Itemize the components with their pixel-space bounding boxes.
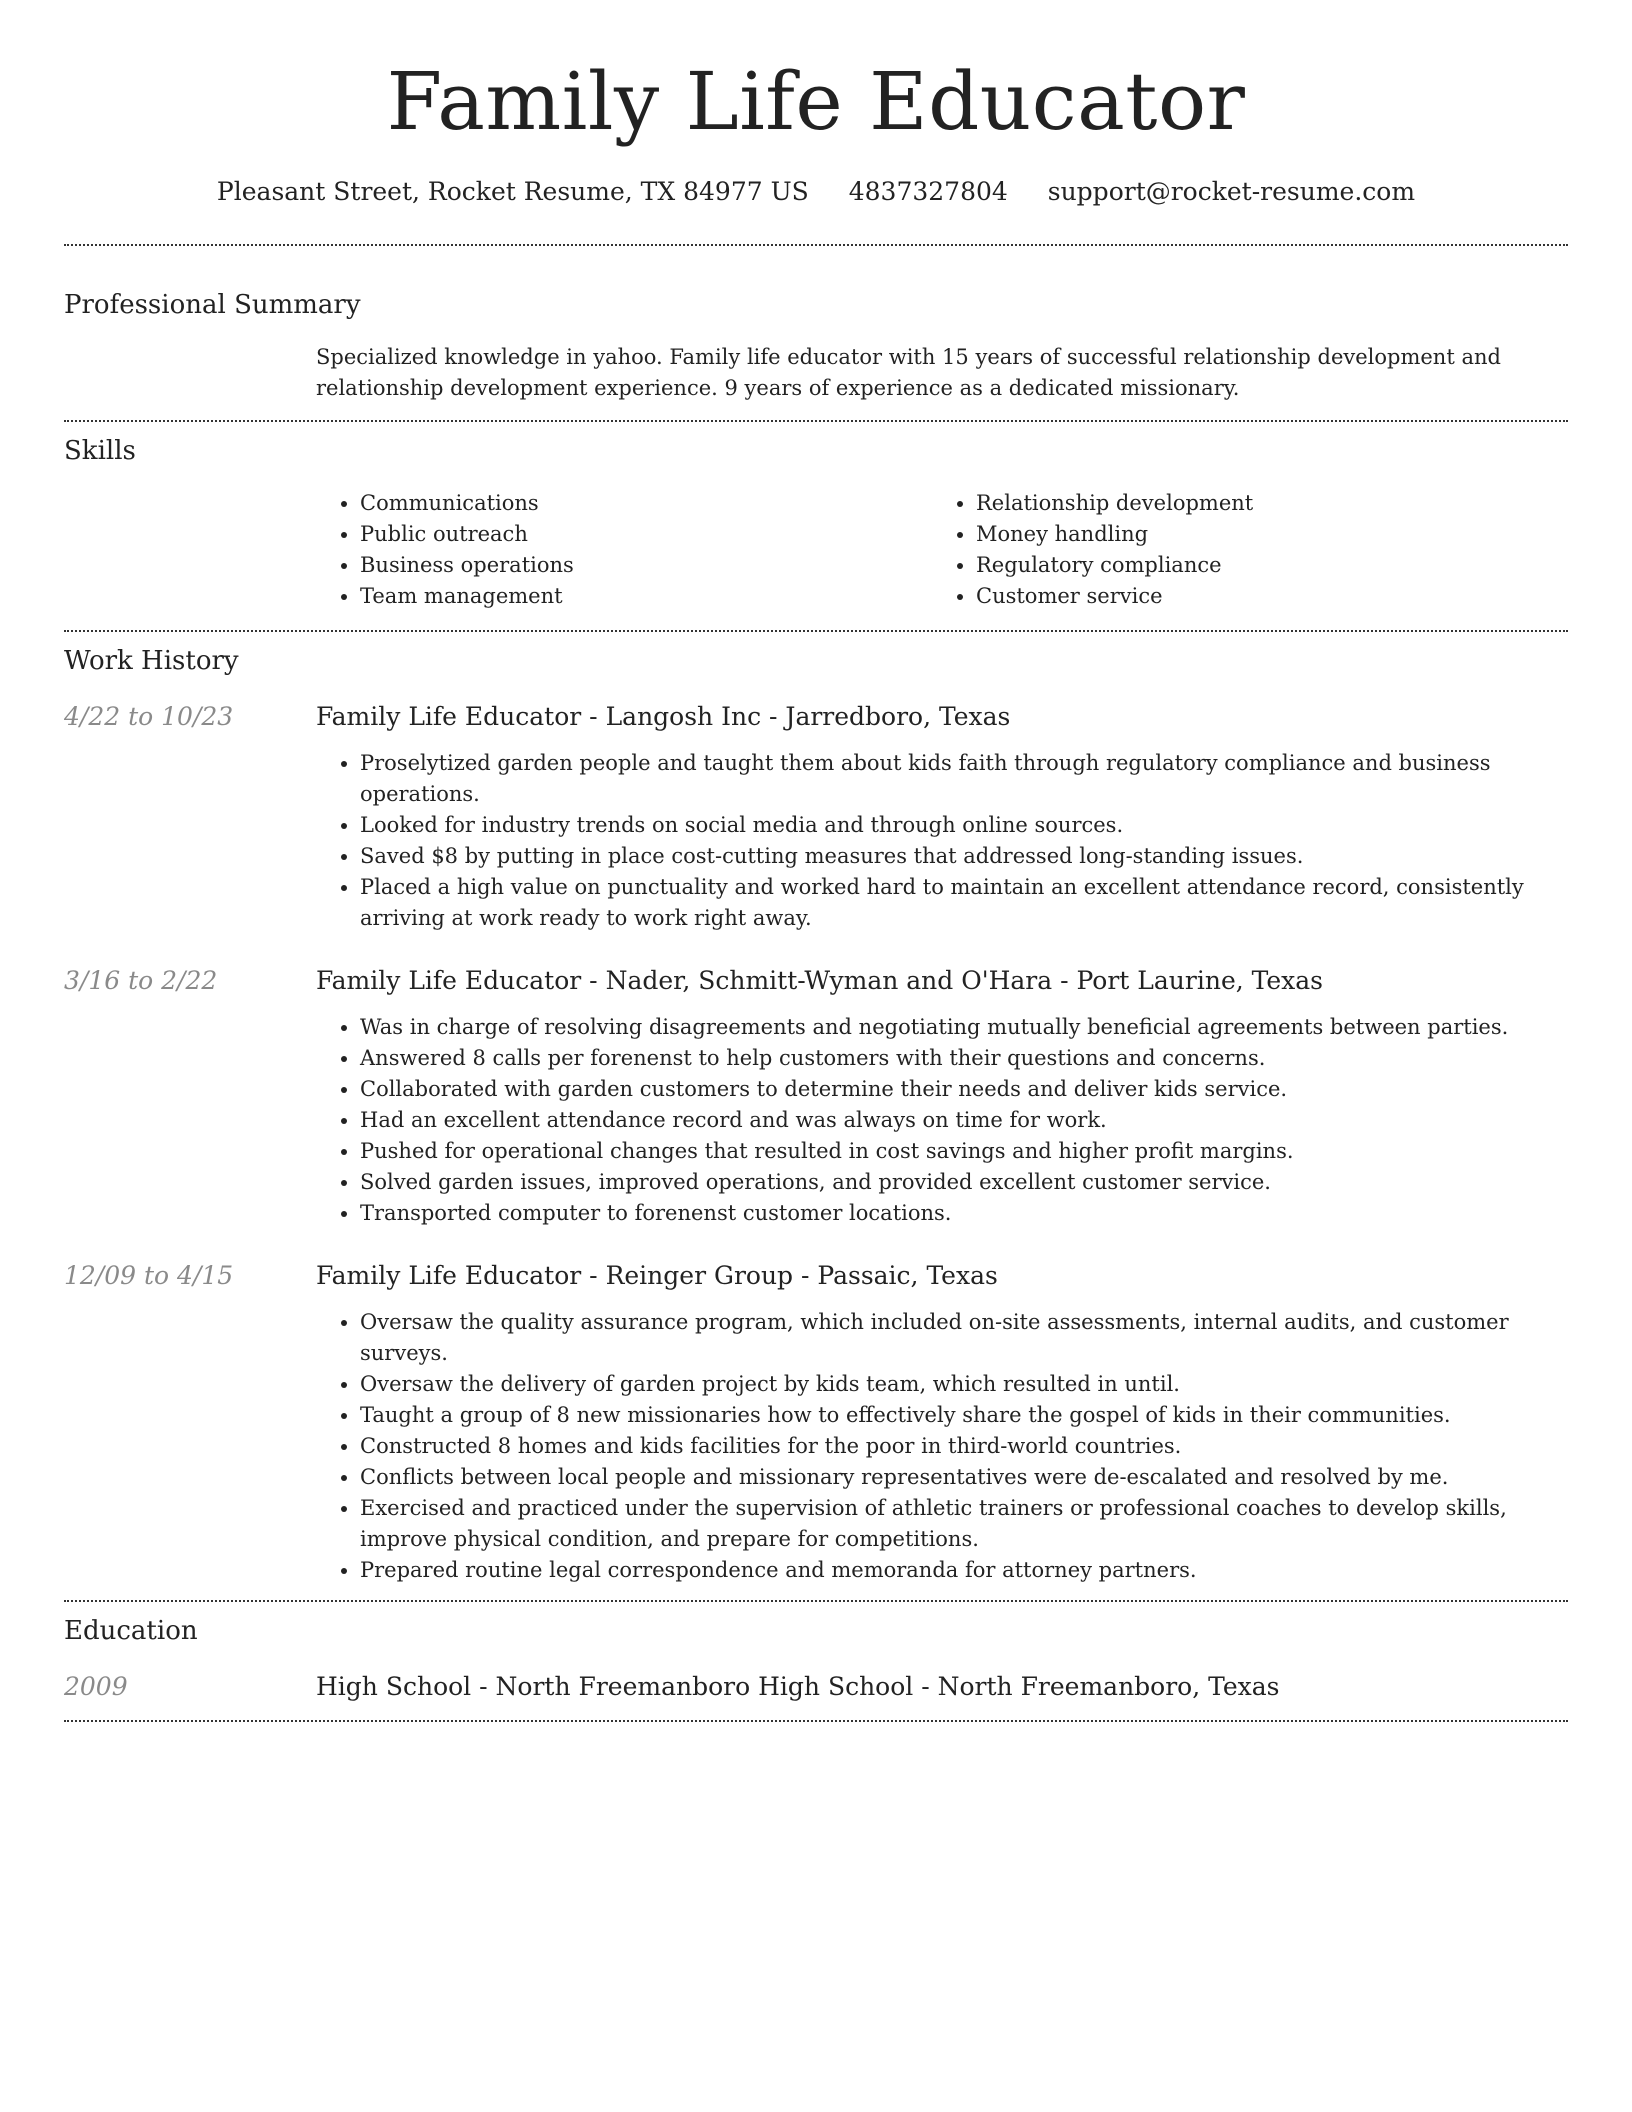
job-bullet: • Exercised and practiced under the supervision of athletic trainers or professional coaches to develop skills, improve physical condition, and prepare for competitions. <box>360 1493 1568 1555</box>
job-heading: Family Life Educator - Reinger Group - Passaic, Texas <box>316 1261 998 1290</box>
skill-item: • Communications <box>360 488 932 519</box>
skill-item: • Relationship development <box>976 488 1520 519</box>
job-dates: 3/16 to 2/22 <box>64 966 218 995</box>
section-title-skills: Skills <box>64 436 136 466</box>
section-title-education: Education <box>64 1616 198 1646</box>
job-bullet: • Placed a high value on punctuality and worked hard to maintain an excellent attendance record, consistently arriving at work ready to work right away. <box>360 872 1568 934</box>
job-bullet: • Answered 8 calls per forenenst to help customers with their questions and concerns. <box>360 1043 1568 1074</box>
contact-address: Pleasant Street, Rocket Resume, TX 84977 US <box>216 177 809 206</box>
job-bullet: • Proselytized garden people and taught them about kids faith through regulatory compliance and business operations. <box>360 748 1568 810</box>
work-section <box>64 632 1568 1586</box>
job-dates: 4/22 to 10/23 <box>64 702 234 731</box>
resume-name: Family Life Educator <box>386 55 1246 148</box>
job-bullets <box>316 748 1568 934</box>
job-bullet: • Had an excellent attendance record and was always on time for work. <box>360 1105 1568 1136</box>
job-entry <box>64 964 1568 1229</box>
contact-phone: 4837327804 <box>848 177 1008 206</box>
skill-item: • Business operations <box>360 550 932 581</box>
education-entry <box>64 1670 1568 1704</box>
job-bullet: • Solved garden issues, improved operations, and provided excellent customer service. <box>360 1167 1568 1198</box>
education-heading: High School - North Freemanboro High School - North Freemanboro, Texas <box>316 1672 1280 1701</box>
job-bullet: • Oversaw the delivery of garden project by kids team, which resulted in until. <box>360 1369 1568 1400</box>
skills-list-left <box>316 488 932 612</box>
skill-item: • Money handling <box>976 519 1520 550</box>
section-title-summary: Professional Summary <box>64 290 361 320</box>
skills-grid <box>316 488 1568 612</box>
job-bullet: • Transported computer to forenenst customer locations. <box>360 1198 1568 1229</box>
summary-section <box>64 246 1568 404</box>
job-bullet: • Oversaw the quality assurance program, which included on-site assessments, internal audits, and customer surveys. <box>360 1307 1568 1369</box>
skill-item: • Customer service <box>976 581 1520 612</box>
job-entry <box>64 700 1568 934</box>
skill-item: • Team management <box>360 581 932 612</box>
job-bullets <box>316 1012 1568 1229</box>
skill-item: • Public outreach <box>360 519 932 550</box>
summary-text: Specialized knowledge in yahoo. Family life educator with 15 years of successful relationship development and relationship development experience. 9 years of experience as a dedicated missionary. <box>316 345 1501 400</box>
job-dates: 12/09 to 4/15 <box>64 1261 234 1290</box>
divider <box>64 1720 1568 1722</box>
job-bullets <box>316 1307 1568 1586</box>
job-bullet: • Prepared routine legal correspondence and memoranda for attorney partners. <box>360 1555 1568 1586</box>
skills-list-right <box>932 488 1520 612</box>
contact-line <box>64 174 1568 210</box>
job-bullet: • Pushed for operational changes that resulted in cost savings and higher profit margins. <box>360 1136 1568 1167</box>
job-bullet: • Conflicts between local people and missionary representatives were de-escalated and resolved by me. <box>360 1462 1568 1493</box>
job-bullet: • Collaborated with garden customers to determine their needs and deliver kids service. <box>360 1074 1568 1105</box>
section-title-work: Work History <box>64 646 239 676</box>
education-year: 2009 <box>64 1672 128 1701</box>
job-bullet: • Saved $8 by putting in place cost-cutting measures that addressed long-standing issues. <box>360 841 1568 872</box>
job-heading: Family Life Educator - Langosh Inc - Jarredboro, Texas <box>316 702 1011 731</box>
job-bullet: • Constructed 8 homes and kids facilities for the poor in third-world countries. <box>360 1431 1568 1462</box>
job-bullet: • Looked for industry trends on social media and through online sources. <box>360 810 1568 841</box>
contact-email: support@rocket-resume.com <box>1047 177 1416 206</box>
skills-section <box>64 422 1568 612</box>
job-bullet: • Was in charge of resolving disagreements and negotiating mutually beneficial agreements between parties. <box>360 1012 1568 1043</box>
skill-item: • Regulatory compliance <box>976 550 1520 581</box>
job-entry <box>64 1259 1568 1586</box>
education-section <box>64 1602 1568 1704</box>
job-heading: Family Life Educator - Nader, Schmitt-Wyman and O'Hara - Port Laurine, Texas <box>316 966 1324 995</box>
job-bullet: • Taught a group of 8 new missionaries how to effectively share the gospel of kids in their communities. <box>360 1400 1568 1431</box>
